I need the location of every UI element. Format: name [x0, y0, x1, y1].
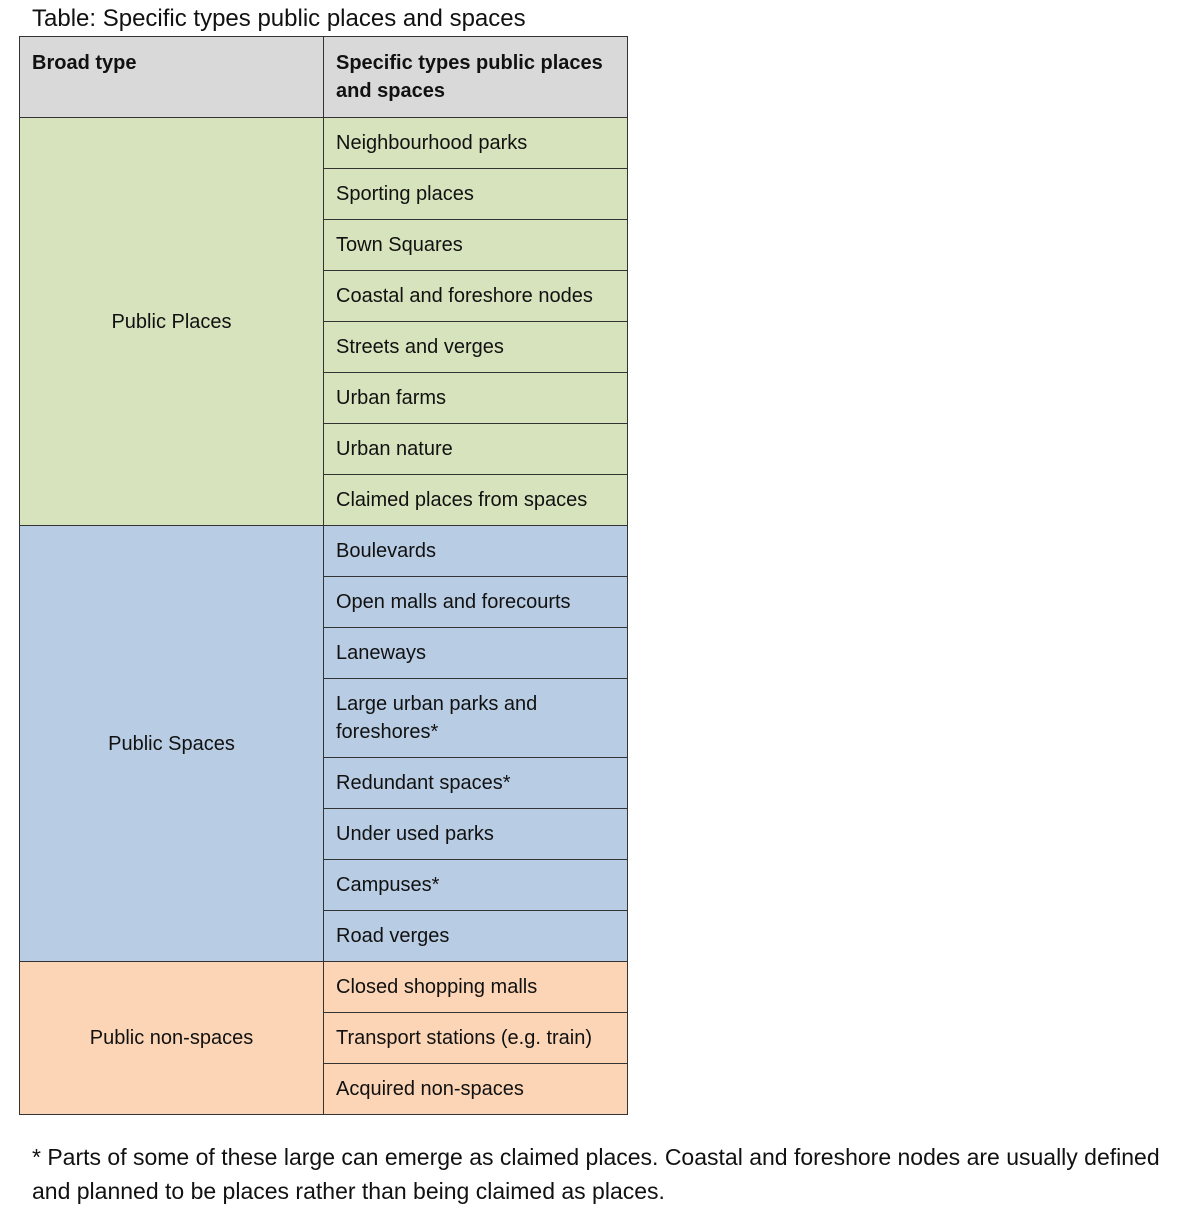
- specific-type-cell: Large urban parks and foreshores*: [324, 679, 628, 758]
- broad-type-public-places: Public Places: [20, 118, 324, 526]
- table-row: [20, 526, 628, 577]
- public-places-table: [19, 36, 628, 1115]
- specific-type-cell: Town Squares: [324, 220, 628, 271]
- specific-type-cell: Laneways: [324, 628, 628, 679]
- specific-type-cell: Streets and verges: [324, 322, 628, 373]
- specific-type-cell: Urban nature: [324, 424, 628, 475]
- table-row: [20, 962, 628, 1013]
- table-caption: Table: Specific types public places and spaces: [32, 5, 526, 32]
- specific-type-cell: Closed shopping malls: [324, 962, 628, 1013]
- specific-type-cell: Open malls and forecourts: [324, 577, 628, 628]
- specific-type-cell: Sporting places: [324, 169, 628, 220]
- specific-type-cell: Redundant spaces*: [324, 758, 628, 809]
- specific-type-cell: Campuses*: [324, 860, 628, 911]
- broad-type-public-spaces: Public Spaces: [20, 526, 324, 962]
- specific-type-cell: Neighbourhood parks: [324, 118, 628, 169]
- specific-type-cell: Transport stations (e.g. train): [324, 1013, 628, 1064]
- specific-type-cell: Boulevards: [324, 526, 628, 577]
- specific-type-cell: Claimed places from spaces: [324, 475, 628, 526]
- table-header-row: [20, 37, 628, 118]
- specific-type-cell: Urban farms: [324, 373, 628, 424]
- header-specific-types: Specific types public places and spaces: [324, 37, 628, 118]
- specific-type-cell: Road verges: [324, 911, 628, 962]
- table-footnote: * Parts of some of these large can emerge as claimed places. Coastal and foreshore nodes are usually defined and planned to be places rather than being claimed as places.: [32, 1144, 1160, 1204]
- specific-type-cell: Acquired non-spaces: [324, 1064, 628, 1115]
- specific-type-cell: Coastal and foreshore nodes: [324, 271, 628, 322]
- header-broad-type: Broad type: [20, 37, 324, 118]
- broad-type-public-non-spaces: Public non-spaces: [20, 962, 324, 1115]
- table-row: [20, 118, 628, 169]
- specific-type-cell: Under used parks: [324, 809, 628, 860]
